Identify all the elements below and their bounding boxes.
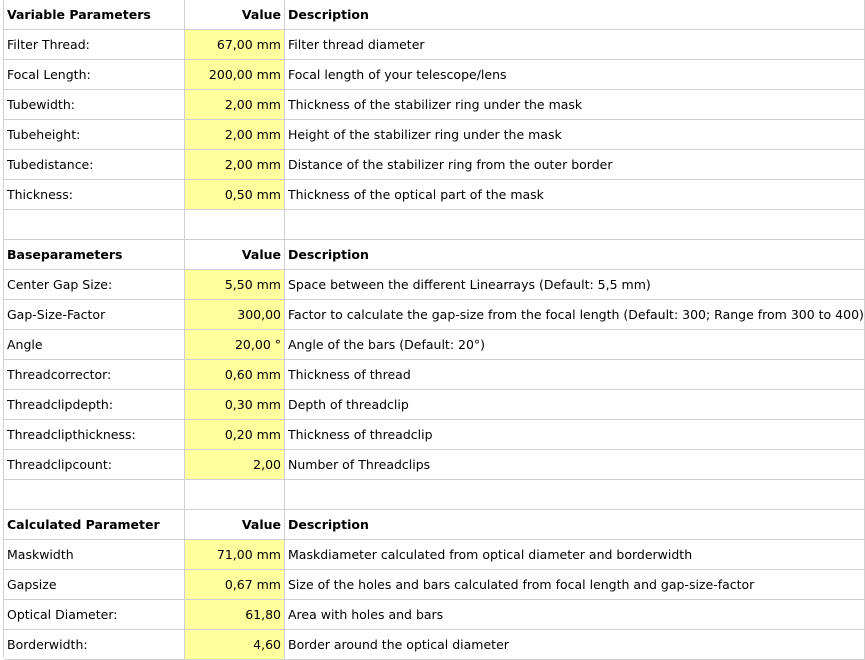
- parameter-name-cell[interactable]: Borderwidth:: [4, 630, 185, 660]
- header-value-cell[interactable]: Value: [185, 0, 285, 30]
- parameter-description-cell[interactable]: Space between the different Linearrays (Default: 5,5 mm): [285, 270, 865, 300]
- empty-cell[interactable]: [4, 210, 185, 240]
- table-row: [0, 450, 865, 480]
- parameter-value-cell[interactable]: 20,00 °: [185, 330, 285, 360]
- parameter-description-cell[interactable]: Number of Threadclips: [285, 450, 865, 480]
- header-parameter-cell[interactable]: Calculated Parameter: [4, 510, 185, 540]
- table-row: [0, 540, 865, 570]
- table-row: [0, 420, 865, 450]
- parameter-description-cell[interactable]: Filter thread diameter: [285, 30, 865, 60]
- empty-cell[interactable]: [285, 210, 865, 240]
- header-value-cell[interactable]: Value: [185, 510, 285, 540]
- parameter-value-cell[interactable]: 4,60: [185, 630, 285, 660]
- section-header-row: [0, 240, 865, 270]
- table-row: [0, 360, 865, 390]
- parameter-name-cell[interactable]: Maskwidth: [4, 540, 185, 570]
- table-row: [0, 330, 865, 360]
- parameter-value-cell[interactable]: 0,67 mm: [185, 570, 285, 600]
- header-description-cell[interactable]: Description: [285, 510, 865, 540]
- parameter-value-cell[interactable]: 61,80: [185, 600, 285, 630]
- parameter-description-cell[interactable]: Focal length of your telescope/lens: [285, 60, 865, 90]
- parameter-value-cell[interactable]: 0,50 mm: [185, 180, 285, 210]
- parameter-name-cell[interactable]: Tubewidth:: [4, 90, 185, 120]
- empty-cell[interactable]: [285, 480, 865, 510]
- parameter-name-cell[interactable]: Threadclipdepth:: [4, 390, 185, 420]
- table-row: [0, 120, 865, 150]
- parameter-description-cell[interactable]: Size of the holes and bars calculated from focal length and gap-size-factor: [285, 570, 865, 600]
- header-parameter-cell[interactable]: Baseparameters: [4, 240, 185, 270]
- table-row: [0, 150, 865, 180]
- table-row: [0, 390, 865, 420]
- parameter-description-cell[interactable]: Factor to calculate the gap-size from the focal length (Default: 300; Range from 300 to 400): [285, 300, 865, 330]
- parameter-name-cell[interactable]: Gap-Size-Factor: [4, 300, 185, 330]
- empty-cell[interactable]: [4, 480, 185, 510]
- parameter-description-cell[interactable]: Distance of the stabilizer ring from the outer border: [285, 150, 865, 180]
- parameter-value-cell[interactable]: 71,00 mm: [185, 540, 285, 570]
- empty-cell[interactable]: [185, 210, 285, 240]
- table-row: [0, 300, 865, 330]
- empty-row: [0, 480, 865, 510]
- header-description-cell[interactable]: Description: [285, 0, 865, 30]
- parameter-description-cell[interactable]: Area with holes and bars: [285, 600, 865, 630]
- parameter-description-cell[interactable]: Height of the stabilizer ring under the mask: [285, 120, 865, 150]
- header-description-cell[interactable]: Description: [285, 240, 865, 270]
- parameter-name-cell[interactable]: Threadclipcount:: [4, 450, 185, 480]
- parameter-description-cell[interactable]: Angle of the bars (Default: 20°): [285, 330, 865, 360]
- parameter-name-cell[interactable]: Focal Length:: [4, 60, 185, 90]
- table-row: [0, 90, 865, 120]
- empty-cell[interactable]: [185, 480, 285, 510]
- parameter-description-cell[interactable]: Thickness of threadclip: [285, 420, 865, 450]
- parameter-name-cell[interactable]: Angle: [4, 330, 185, 360]
- parameter-value-cell[interactable]: 0,20 mm: [185, 420, 285, 450]
- parameter-description-cell[interactable]: Thickness of thread: [285, 360, 865, 390]
- parameter-value-cell[interactable]: 2,00 mm: [185, 120, 285, 150]
- parameter-description-cell[interactable]: Maskdiameter calculated from optical diameter and borderwidth: [285, 540, 865, 570]
- parameter-value-cell[interactable]: 5,50 mm: [185, 270, 285, 300]
- parameter-name-cell[interactable]: Tubeheight:: [4, 120, 185, 150]
- section-header-row: [0, 510, 865, 540]
- parameter-value-cell[interactable]: 200,00 mm: [185, 60, 285, 90]
- parameter-value-cell[interactable]: 67,00 mm: [185, 30, 285, 60]
- parameter-description-cell[interactable]: Depth of threadclip: [285, 390, 865, 420]
- table-row: [0, 60, 865, 90]
- table-row: [0, 600, 865, 630]
- parameter-name-cell[interactable]: Filter Thread:: [4, 30, 185, 60]
- parameter-name-cell[interactable]: Optical Diameter:: [4, 600, 185, 630]
- parameter-name-cell[interactable]: Tubedistance:: [4, 150, 185, 180]
- table-row: [0, 30, 865, 60]
- parameter-description-cell[interactable]: Thickness of the stabilizer ring under the mask: [285, 90, 865, 120]
- parameter-description-cell[interactable]: Thickness of the optical part of the mask: [285, 180, 865, 210]
- parameter-name-cell[interactable]: Gapsize: [4, 570, 185, 600]
- table-row: [0, 630, 865, 660]
- parameter-value-cell[interactable]: 2,00 mm: [185, 150, 285, 180]
- header-value-cell[interactable]: Value: [185, 240, 285, 270]
- parameter-value-cell[interactable]: 2,00 mm: [185, 90, 285, 120]
- empty-row: [0, 210, 865, 240]
- header-parameter-cell[interactable]: Variable Parameters: [4, 0, 185, 30]
- table-row: [0, 570, 865, 600]
- parameter-value-cell[interactable]: 0,60 mm: [185, 360, 285, 390]
- parameter-value-cell[interactable]: 2,00: [185, 450, 285, 480]
- parameter-name-cell[interactable]: Threadclipthickness:: [4, 420, 185, 450]
- parameter-name-cell[interactable]: Center Gap Size:: [4, 270, 185, 300]
- parameter-value-cell[interactable]: 0,30 mm: [185, 390, 285, 420]
- table-row: [0, 270, 865, 300]
- parameter-name-cell[interactable]: Threadcorrector:: [4, 360, 185, 390]
- parameter-description-cell[interactable]: Border around the optical diameter: [285, 630, 865, 660]
- parameter-value-cell[interactable]: 300,00: [185, 300, 285, 330]
- table-row: [0, 180, 865, 210]
- parameter-name-cell[interactable]: Thickness:: [4, 180, 185, 210]
- section-header-row: [0, 0, 865, 30]
